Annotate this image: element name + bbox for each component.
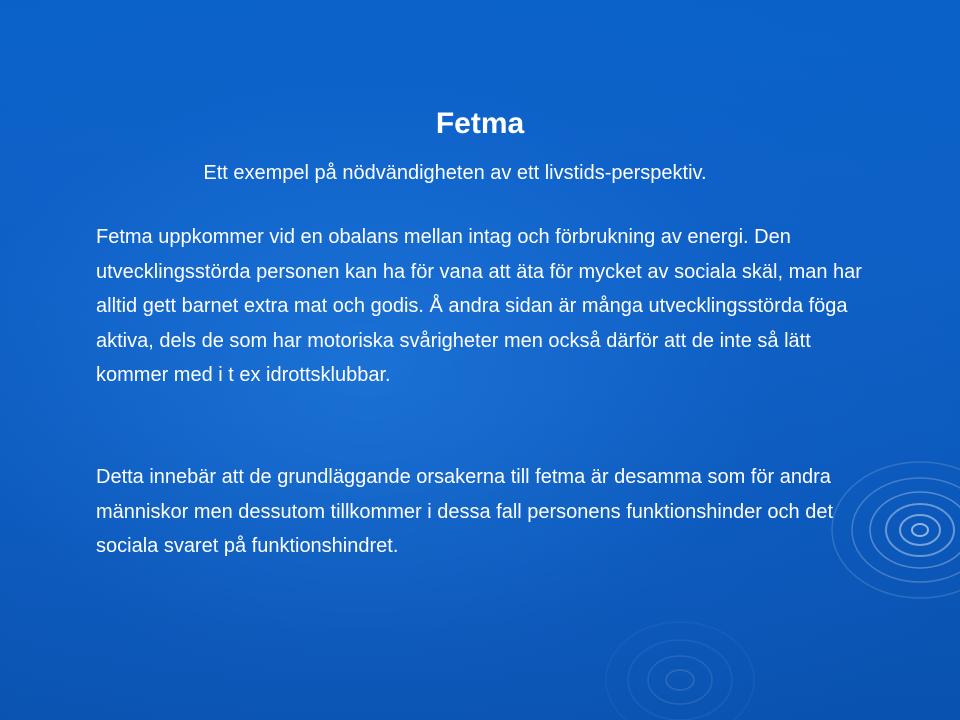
slide-subtitle: Ett exempel på nödvändigheten av ett livstids-perspektiv. [203, 162, 707, 184]
body-paragraph-conclusion: Detta innebär att de grundläggande orsakerna till fetma är desamma som för andra människor men dessutom tillkommer i dessa fall personens funktionshinder och det sociala svaret på funktionshindret. [96, 466, 834, 557]
body-paragraph-causes: Fetma uppkommer vid en obalans mellan intag och förbrukning av energi. Den utvecklingsstörda personen kan ha för vana att äta för mycket av sociala skäl, man har alltid gett barnet extra mat och godis. Å andra sidan är många utvecklingsstörda föga aktiva, dels de som har motoriska svårigheter men också därför att de inte så lätt kommer med i t ex idrottsklubbar. [96, 226, 862, 386]
slide-title: Fetma [435, 107, 525, 140]
water-ripple-decoration-small [600, 600, 760, 720]
